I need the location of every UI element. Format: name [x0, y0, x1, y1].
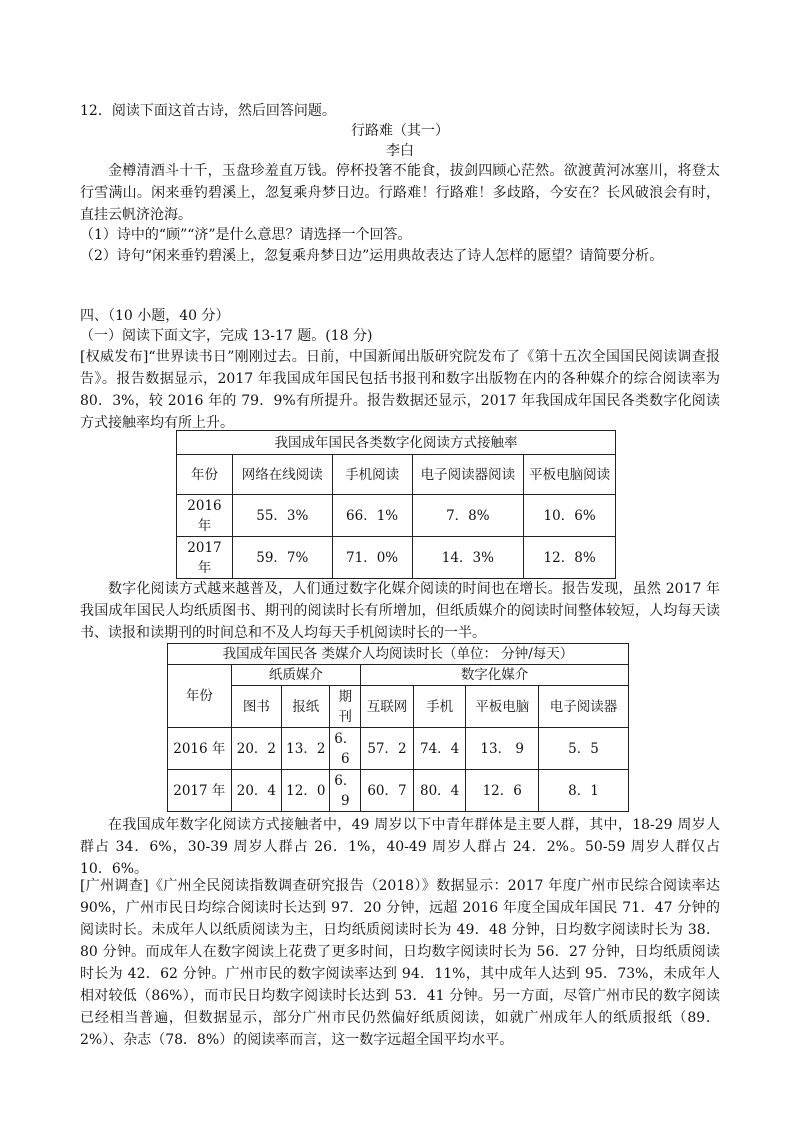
- table2-cell: 8．1: [538, 770, 628, 812]
- q12-sub1: （1）诗中的“顾”“济”是什么意思？请选择一个回答。: [80, 227, 412, 243]
- table2-cell: 57．2: [361, 728, 414, 770]
- table2-subheader: 互联网: [361, 686, 414, 728]
- poem-title: 行路难（其一）: [351, 123, 449, 139]
- table2-cell: 12．6: [466, 770, 538, 812]
- table2-subheader: 期刊: [330, 686, 361, 728]
- table1-cell: 2017 年: [177, 537, 233, 579]
- table-digital-contact-rate: [176, 430, 616, 579]
- table2-cell: 13． 9: [466, 728, 538, 770]
- table2-cell: 60．7: [361, 770, 414, 812]
- table1-cell: 10．6%: [524, 495, 616, 537]
- paragraph-guangzhou: [广州调查]《广州全民阅读指数调查研究报告（2018）》数据显示：2017 年度广州市民综合阅读率达 90%，广州市民日均综合阅读时长达到 97．20 分钟，远超 2016 年度全国成年国民 71．47 分钟的阅读时长。未成年人以纸质阅读为主，日均纸质阅读时长为 49．48 分钟，日均数字阅读时长为 38．80 分钟。而成年人在数字阅读上花费了更多时间，日均数字阅读时长为 56．27 分钟，日均纸质阅读时长为 42．62 分钟。广州市民的数字阅读率达到 94．11%，其中成年人达到 95．73%，未成年人相对较低（86%），而市民日均数字阅读时长达到 53．41 分钟。另一方面，尽管广州市民的数字阅读已经相当普遍，但数据显示，部分广州市民仍然偏好纸质阅读，如就广州成年人的纸质报纸（89．2%）、杂志（78．8%）的阅读率而言，这一数字远超全国平均水平。: [80, 878, 720, 1048]
- table1-cell: 59．7%: [232, 537, 332, 579]
- table1-header: 平板电脑阅读: [524, 455, 616, 495]
- table1-cell: 12．8%: [524, 537, 616, 579]
- table1-header: 年份: [177, 455, 233, 495]
- part-heading: （一）阅读下面文字，完成 13-17 题。(18 分): [80, 328, 373, 344]
- poem-author: 李白: [386, 143, 414, 159]
- table2-title: 我国成年国民各 类媒介人均阅读时长（单位： 分钟/每天）: [168, 644, 629, 665]
- table2-cell: 20．4: [231, 770, 281, 812]
- table-row: [177, 495, 616, 537]
- table-row: [168, 728, 629, 770]
- table2-cell: 74．4: [413, 728, 466, 770]
- poem-text: 金樽清酒斗十千，玉盘珍羞直万钱。停杯投箸不能食，拔剑四顾心茫然。欲渡黄河冰塞川，将登太行雪满山。闲来垂钓碧溪上，忽复乘舟梦日边。行路难！行路难！多歧路，今安在？长风破浪会有时，直挂云帆济沧海。: [80, 163, 720, 223]
- q12-stem: 12．阅读下面这首古诗，然后回答问题。: [80, 103, 336, 119]
- paragraph-report: [权威发布]“世界读书日”刚刚过去。日前，中国新闻出版研究院发布了《第十五次全国国民阅读调查报告》。报告数据显示，2017 年我国成年国民包括书报刊和数字出版物在内的各种媒介的综合阅读率为 80．3%，较 2016 年的 79．9%有所提升。报告数据还显示，2017 年我国成年国民各类数字化阅读方式接触率均有所上升。: [80, 349, 720, 431]
- paragraph-digital-growth: 数字化阅读方式越来越普及，人们通过数字化媒介阅读的时间也在增长。报告发现，虽然 2017 年我国成年国民人均纸质图书、期刊的阅读时长有所增加，但纸质媒介的阅读时间整体较短，人均每天读书、读报和读期刊的时间总和不及人均每天手机阅读时长的一半。: [80, 581, 720, 641]
- section-heading: 四、（10 小题，40 分）: [80, 308, 230, 324]
- table1-cell: 66．1%: [332, 495, 412, 537]
- table1-title: 我国成年国民各类数字化阅读方式接触率: [177, 431, 616, 455]
- table2-cell: 80．4: [413, 770, 466, 812]
- table1-header: 网络在线阅读: [232, 455, 332, 495]
- paragraph-age-groups: 在我国成年数字化阅读方式接触者中，49 周岁以下中青年群体是主要人群，其中，18-29 周岁人群占 34．6%，30-39 周岁人群占 26．1%，40-49 周岁人群占 24．2%。50-59 周岁人群仅占 10．6%。: [80, 817, 720, 877]
- table1-cell: 71．0%: [332, 537, 412, 579]
- table2-cell: 5．5: [538, 728, 628, 770]
- table1-cell: 7．8%: [412, 495, 524, 537]
- table2-year-header: 年份: [168, 665, 232, 728]
- table2-cell: 2016 年: [168, 728, 232, 770]
- table1-cell: 14．3%: [412, 537, 524, 579]
- table1-cell: 55．3%: [232, 495, 332, 537]
- q12-sub2: （2）诗句“闲来垂钓碧溪上，忽复乘舟梦日边”运用典故表达了诗人怎样的愿望？请简要分析。: [80, 248, 664, 264]
- table2-cell: 6．6: [330, 728, 361, 770]
- table2-cell: 20．2: [231, 728, 281, 770]
- table2-subheader: 报纸: [282, 686, 330, 728]
- table2-subheader: 图书: [231, 686, 281, 728]
- table-reading-time: [167, 643, 629, 812]
- table2-cell: 13．2: [282, 728, 330, 770]
- table1-header: 手机阅读: [332, 455, 412, 495]
- table2-group-digital: 数字化媒介: [361, 665, 629, 686]
- table2-cell: 12．0: [282, 770, 330, 812]
- table2-subheader: 手机: [413, 686, 466, 728]
- table1-header: 电子阅读器阅读: [412, 455, 524, 495]
- table2-subheader: 电子阅读器: [538, 686, 628, 728]
- table1-cell: 2016 年: [177, 495, 233, 537]
- table-row: [177, 537, 616, 579]
- table2-group-paper: 纸质媒介: [231, 665, 360, 686]
- table2-cell: 6．9: [330, 770, 361, 812]
- table2-cell: 2017 年: [168, 770, 232, 812]
- table2-subheader: 平板电脑: [466, 686, 538, 728]
- table-row: [168, 770, 629, 812]
